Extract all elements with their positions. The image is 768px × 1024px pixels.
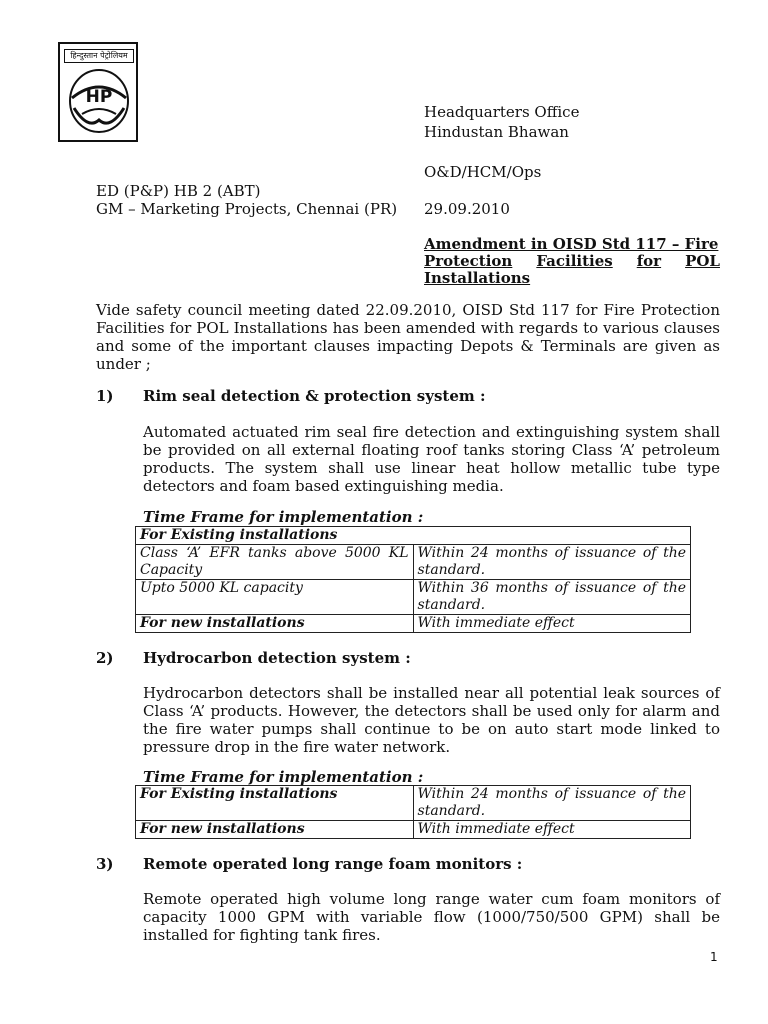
section-1-title: Rim seal detection & protection system : — [143, 387, 486, 405]
table-cell: For new installations — [136, 821, 414, 839]
section-3-title: Remote operated long range foam monitors : — [143, 855, 523, 873]
section-2-timeframe-title: Time Frame for implementation : — [143, 768, 424, 786]
office-line-2: Hindustan Bhawan — [424, 123, 569, 141]
table-cell: Within 24 months of issuance of the standard. — [413, 786, 690, 821]
intro-paragraph: Vide safety council meeting dated 22.09.2010, OISD Std 117 for Fire Protection Facilities for POL Installations has been amended with regards to various clauses and some of the important clauses impacting Depots & Terminals are given as under ; — [96, 301, 720, 373]
table-row — [136, 615, 691, 633]
subject-word: POL — [685, 252, 720, 270]
section-2-timeframe-table — [135, 785, 691, 839]
table-header-cell: For Existing installations — [136, 527, 691, 545]
section-2-body: Hydrocarbon detectors shall be installed near all potential leak sources of Class ‘A’ products. However, the detectors shall be used only for alarm and the fire water pumps shall continue to be on auto start mode linked to pressure drop in the fire water network. — [143, 684, 720, 756]
recipient-line-2: GM – Marketing Projects, Chennai (PR) — [96, 200, 398, 218]
section-1-timeframe-title: Time Frame for implementation : — [143, 508, 424, 526]
section-1-body: Automated actuated rim seal fire detection and extinguishing system shall be provided on all external floating roof tanks storing Class ‘A’ petroleum products. The system shall use linear heat hollow metallic tube type detectors and foam based extinguishing media. — [143, 423, 720, 495]
reference-number: O&D/HCM/Ops — [424, 163, 542, 181]
logo-hp-text: HP — [85, 87, 113, 107]
subject-word: for — [636, 252, 662, 270]
table-cell: With immediate effect — [413, 615, 690, 633]
subject-word: Protection — [424, 252, 513, 270]
recipient-line-1: ED (P&P) HB 2 (ABT) — [96, 182, 261, 200]
table-cell: For new installations — [136, 615, 414, 633]
logo-hindi-text: हिन्दुस्तान पेट्रोलियम — [64, 49, 134, 63]
table-row — [136, 821, 691, 839]
section-1-number: 1) — [96, 387, 114, 405]
subject-line-2 — [424, 252, 720, 270]
page-number: 1 — [710, 950, 718, 964]
subject-word: Facilities — [536, 252, 613, 270]
table-cell: Within 24 months of issuance of the standard. — [413, 545, 690, 580]
section-2-title: Hydrocarbon detection system : — [143, 649, 411, 667]
table-cell: Class ‘A’ EFR tanks above 5000 KL Capacity — [136, 545, 414, 580]
hp-emblem-icon — [68, 68, 130, 134]
table-cell: Within 36 months of issuance of the standard. — [413, 580, 690, 615]
section-1-timeframe-table — [135, 526, 691, 633]
table-row — [136, 580, 691, 615]
subject-line-1: Amendment in OISD Std 117 – Fire — [424, 235, 719, 253]
table-row — [136, 786, 691, 821]
letter-date: 29.09.2010 — [424, 200, 510, 218]
section-2-number: 2) — [96, 649, 114, 667]
hp-logo — [58, 42, 138, 142]
table-cell: With immediate effect — [413, 821, 690, 839]
table-row — [136, 527, 691, 545]
table-cell: For Existing installations — [136, 786, 414, 821]
section-3-number: 3) — [96, 855, 114, 873]
section-3-body: Remote operated high volume long range water cum foam monitors of capacity 1000 GPM with variable flow (1000/750/500 GPM) shall be installed for fighting tank fires. — [143, 890, 720, 944]
subject-line-3: Installations — [424, 269, 531, 287]
table-cell: Upto 5000 KL capacity — [136, 580, 414, 615]
office-line-1: Headquarters Office — [424, 103, 580, 121]
table-row — [136, 545, 691, 580]
